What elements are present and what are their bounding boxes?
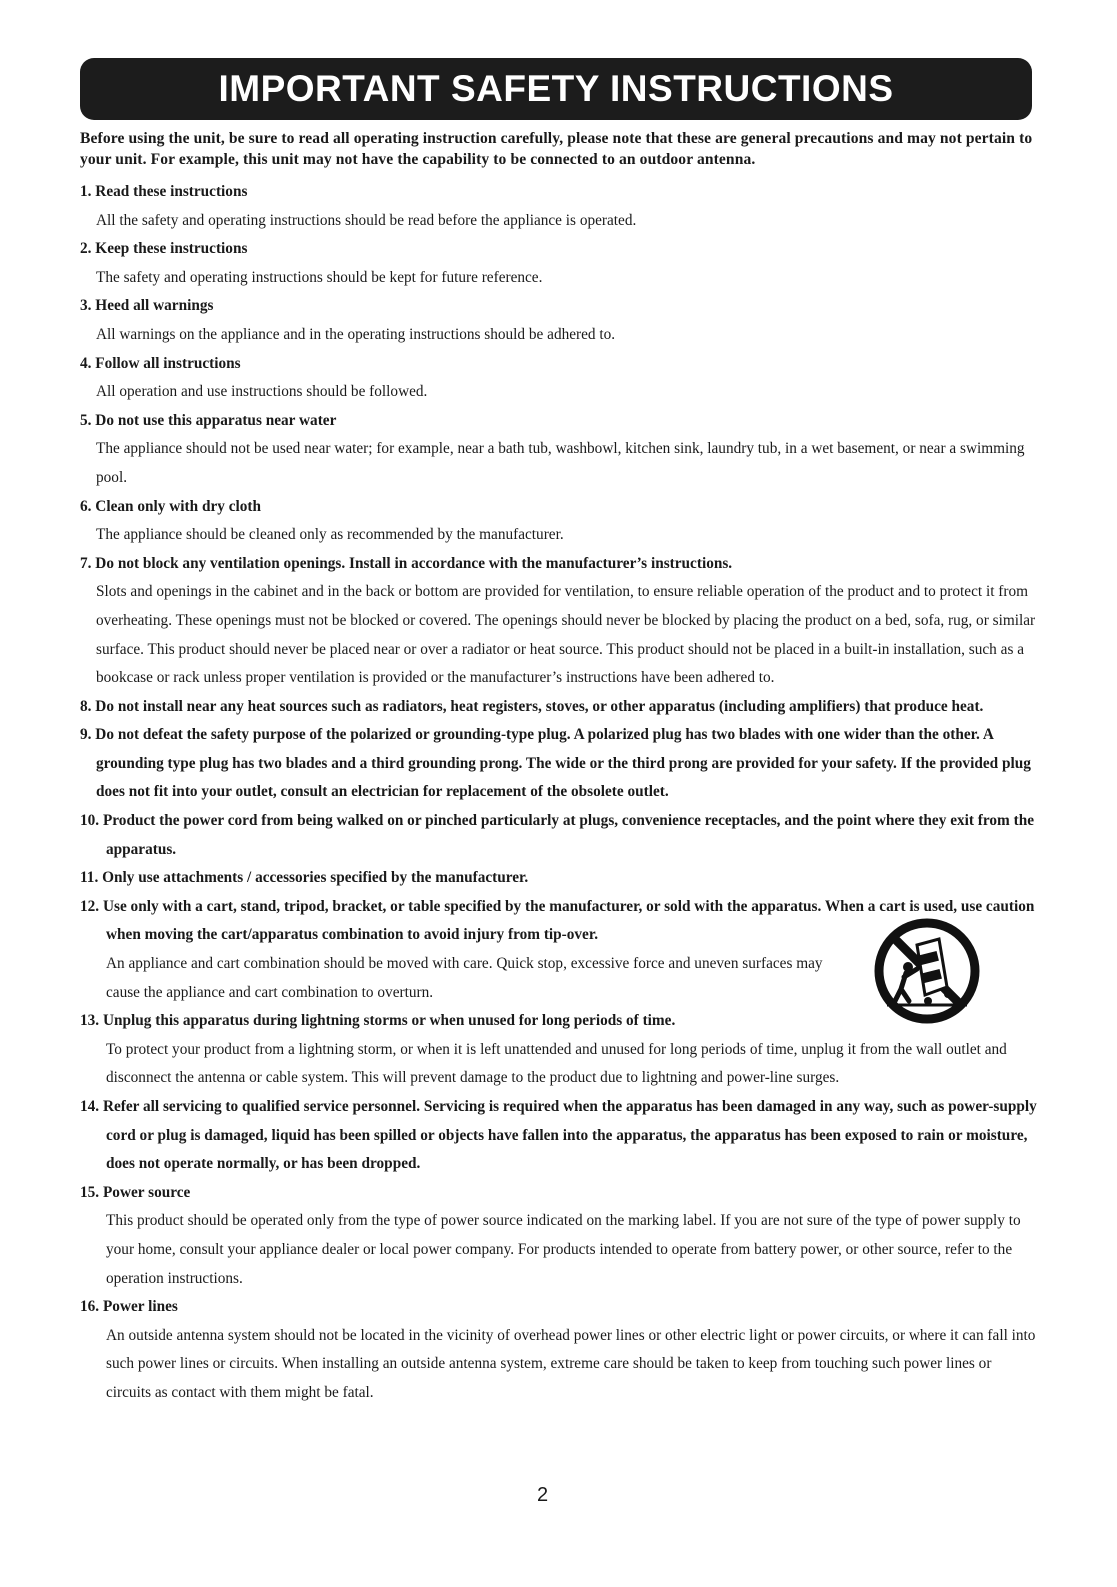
page-number: 2 [536, 1484, 549, 1506]
item-body: Slots and openings in the cabinet and in the back or bottom are provided for ventilation, to ensure reliable operation of the product and to protect it from overheating. These openings must not be blocked or covered. The openings should never be blocked by placing the product on a bed, sofa, rug, or similar surface. This product should never be placed near or over a radiator or heat source. This product should not be placed in a built-in installation, such as a bookcase or rack unless proper ventilation is provided or the manufacturer’s instructions have been adhered to. [96, 583, 1036, 687]
item-heading: 4. Follow all instructions [80, 354, 241, 372]
item-heading: 11. Only use attachments / accessories specified by the manufacturer. [80, 869, 529, 887]
instruction-item-15 [80, 1179, 1038, 1293]
page-title: IMPORTANT SAFETY INSTRUCTIONS [218, 68, 894, 109]
item-heading: 9. Do not defeat the safety purpose of the polarized or grounding-type plug. A polarized plug has two blades with one wider than the other. A grounding type plug has two blades and a third grounding prong. The wide or the third prong are provided for your safety. If the provided plug does not fit into your outlet, consult an electrician for replacement of the obsolete outlet. [80, 726, 1031, 801]
instruction-item-6 [80, 493, 1038, 550]
title-banner [80, 58, 1032, 120]
item-heading: 16. Power lines [80, 1298, 178, 1316]
item-heading: 2. Keep these instructions [80, 240, 248, 258]
intro-paragraph: Before using the unit, be sure to read all operating instruction carefully, please note that these are general precautions and may not pertain to your unit. For example, this unit may not have the capability to be connected to an outdoor antenna. [80, 130, 1033, 168]
instruction-item-11 [80, 864, 1038, 893]
instruction-item-4 [80, 350, 1038, 407]
item-heading: 7. Do not block any ventilation openings. Install in accordance with the manufacturer’s instructions. [80, 554, 733, 572]
item-heading: 3. Heed all warnings [80, 297, 214, 315]
instruction-item-8 [80, 693, 1038, 722]
item-heading: 13. Unplug this apparatus during lightning storms or when unused for long periods of time. [80, 1012, 676, 1030]
item-body: The appliance should be cleaned only as recommended by the manufacturer. [96, 526, 564, 544]
item-heading: 6. Clean only with dry cloth [80, 497, 262, 515]
item-heading: 12. Use only with a cart, stand, tripod, bracket, or table specified by the manufacturer, or sold with the apparatus. When a cart is used, use caution when moving the cart/apparatus combination to avoid injury from tip-over. [80, 897, 1035, 944]
item-heading: 5. Do not use this apparatus near water [80, 411, 337, 429]
item-heading: 15. Power source [80, 1183, 191, 1201]
item-body: All operation and use instructions should be followed. [96, 383, 428, 401]
item-body: This product should be operated only from the type of power source indicated on the marking label. If you are not sure of the type of power supply to your home, consult your appliance dealer or local power company. For products intended to operate from battery power, or other source, refer to the operation instructions. [106, 1212, 1021, 1287]
instruction-item-1 [80, 178, 1038, 235]
instruction-item-10 [80, 807, 1038, 864]
item-body: All warnings on the appliance and in the operating instructions should be adhered to. [96, 325, 616, 343]
item-body: The appliance should not be used near water; for example, near a bath tub, washbowl, kitchen sink, laundry tub, in a wet basement, or near a swimming pool. [96, 440, 1025, 486]
item-body: All the safety and operating instructions should be read before the appliance is operated. [96, 211, 637, 229]
item-body: An outside antenna system should not be located in the vicinity of overhead power lines or other electric light or power circuits, or where it can fall into such power lines or circuits. When installing an outside antenna system, extreme care should be taken to keep from touching such power lines or circuits as contact with them might be fatal. [106, 1326, 1036, 1401]
instruction-item-9 [80, 721, 1038, 807]
instruction-item-5 [80, 407, 1038, 493]
item-body: An appliance and cart combination should be moved with care. Quick stop, excessive force and uneven surfaces may cause the appliance and cart combination to overturn. [106, 955, 823, 1001]
instruction-item-3 [80, 292, 1038, 349]
item-heading: 1. Read these instructions [80, 183, 248, 200]
instruction-item-7 [80, 550, 1038, 693]
item-body: The safety and operating instructions should be kept for future reference. [96, 268, 543, 286]
item-heading: 10. Product the power cord from being walked on or pinched particularly at plugs, convenience receptacles, and the point where they exit from the apparatus. [80, 812, 1035, 858]
item-body: To protect your product from a lightning storm, or when it is left unattended and unused for long periods of time, unplug it from the wall outlet and disconnect the antenna or cable system. This will prevent damage to the product due to lightning and power-line surges. [106, 1040, 1007, 1087]
instruction-item-2 [80, 235, 1038, 292]
instruction-item-16 [80, 1293, 1038, 1407]
cart-tip-over-warning-icon [873, 917, 981, 1025]
instruction-item-14 [80, 1093, 1038, 1179]
item-heading: 8. Do not install near any heat sources such as radiators, heat registers, stoves, or other apparatus (including amplifiers) that produce heat. [80, 697, 984, 715]
item-heading: 14. Refer all servicing to qualified service personnel. Servicing is required when the apparatus has been damaged in any way, such as power-supply cord or plug is damaged, liquid has been spilled or objects have fallen into the apparatus, the apparatus has been exposed to rain or moisture, does not operate normally, or has been dropped. [80, 1098, 1037, 1173]
instruction-list [80, 178, 1038, 1408]
